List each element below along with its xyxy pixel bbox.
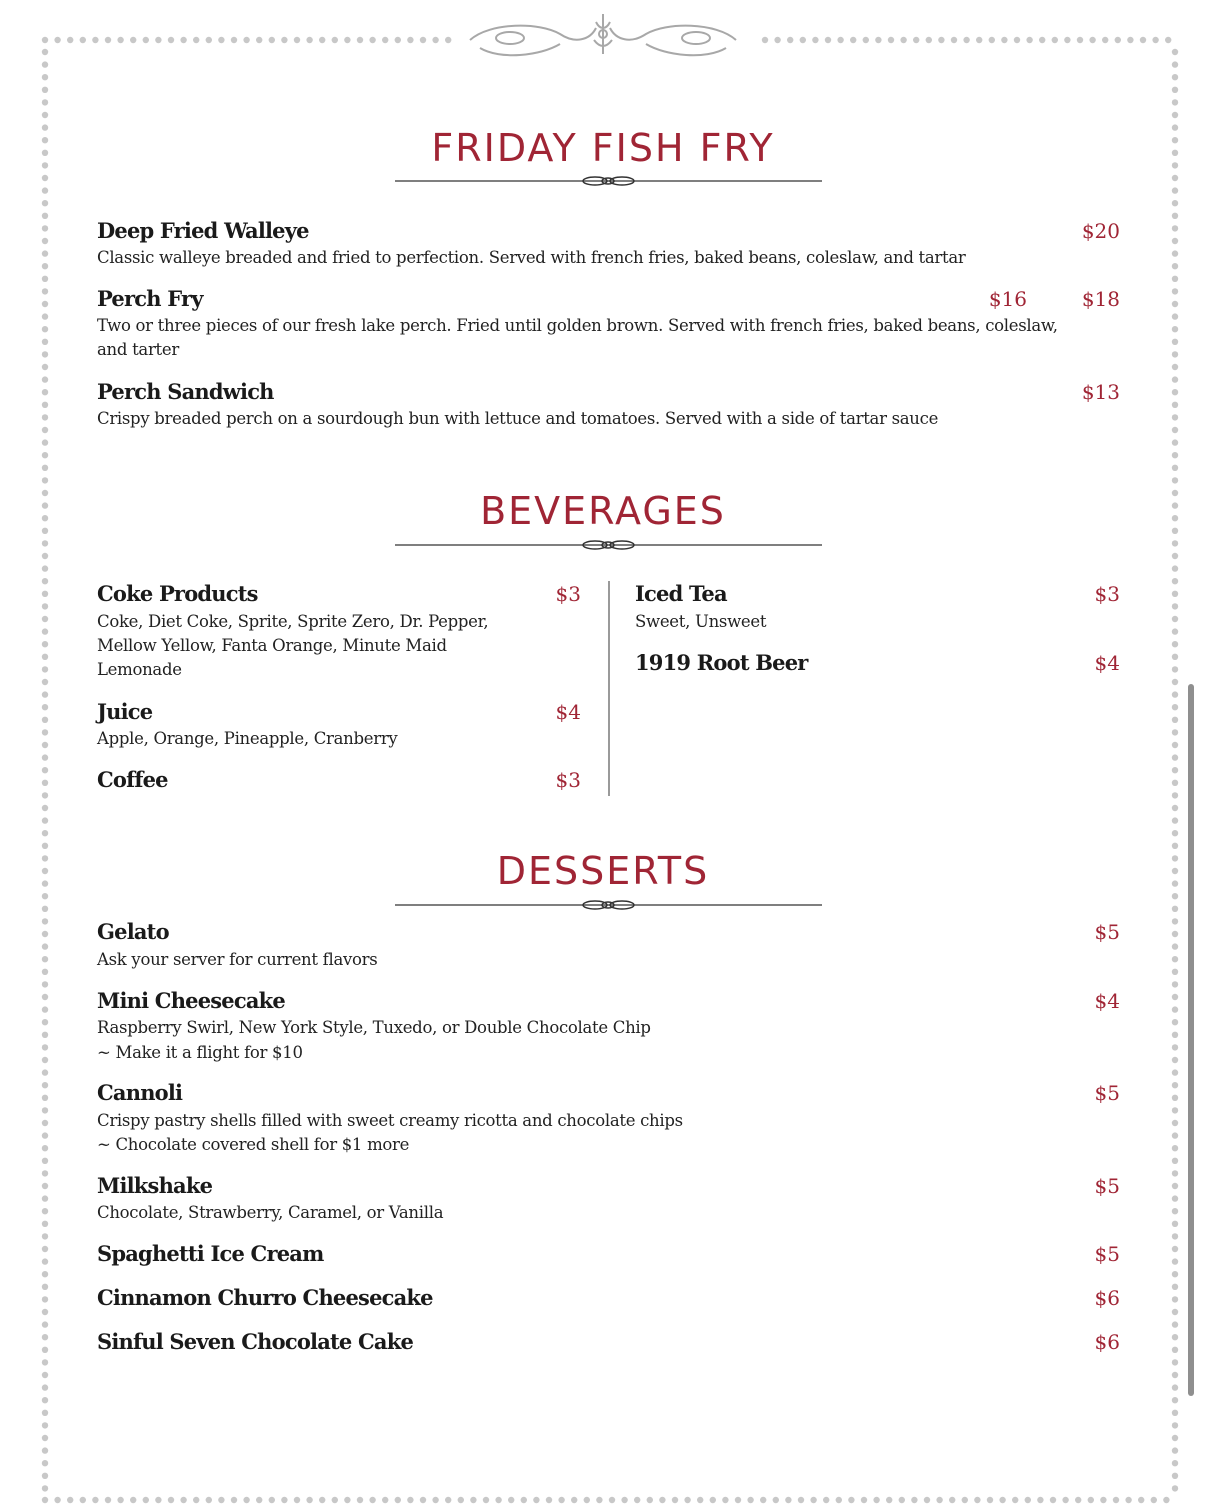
menu-item-name: Juice [97, 699, 153, 724]
menu-item-price: $5 [1094, 1242, 1120, 1266]
top-flourish-ornament [470, 14, 736, 55]
menu-item-price: $13 [1081, 380, 1120, 404]
menu-item-price: $5 [1094, 920, 1120, 944]
menu-item-note: ~ Make it a flight for $10 [97, 1043, 303, 1062]
menu-item-name: Coke Products [97, 581, 258, 606]
menu-item-name: Gelato [97, 919, 169, 944]
menu-item-price: $6 [1094, 1330, 1120, 1354]
section-title-desserts: DESSERTS [496, 849, 710, 893]
menu-item-description: Crispy pastry shells filled with sweet creamy ricotta and chocolate chips [97, 1111, 683, 1130]
menu-item-price: $4 [1094, 651, 1120, 675]
menu-item-price: $4 [1094, 989, 1120, 1013]
menu-item-description: Crispy breaded perch on a sourdough bun with lettuce and tomatoes. Served with a side of tartar sauce [97, 409, 939, 428]
menu-item-description: Apple, Orange, Pineapple, Cranberry [97, 729, 398, 748]
menu-item-name: Deep Fried Walleye [97, 218, 309, 243]
menu-item-description: Ask your server for current flavors [97, 950, 378, 969]
menu-item-description: Two or three pieces of our fresh lake perch. Fried until golden brown. Served with french fries, baked beans, coleslaw, and tarter [97, 316, 1058, 359]
ornament-divider [395, 173, 822, 189]
menu-item-note: ~ Chocolate covered shell for $1 more [97, 1135, 410, 1154]
menu-item-name: Perch Sandwich [97, 379, 274, 404]
menu-item-description: Classic walleye breaded and fried to perfection. Served with french fries, baked beans, coleslaw, and tartar [97, 248, 966, 267]
menu-item-price: $3 [555, 582, 581, 606]
menu-item-name: Iced Tea [635, 581, 727, 606]
menu-item-price: $3 [1094, 582, 1120, 606]
menu-item-description: Coke, Diet Coke, Sprite, Sprite Zero, Dr. Pepper, Mellow Yellow, Fanta Orange, Minute Maid Lemonade [97, 612, 489, 679]
ornament-divider [395, 537, 822, 553]
menu-item-name: Cinnamon Churro Cheesecake [97, 1285, 433, 1310]
column-divider [608, 581, 610, 796]
menu-item-name: Milkshake [97, 1173, 213, 1198]
menu-item-name: 1919 Root Beer [635, 650, 808, 675]
menu-item-price: $3 [555, 768, 581, 792]
menu-item-description: Chocolate, Strawberry, Caramel, or Vanilla [97, 1203, 444, 1222]
menu-item-price: $5 [1094, 1081, 1120, 1105]
menu-item-name: Cannoli [97, 1080, 183, 1105]
menu-item-price: $5 [1094, 1174, 1120, 1198]
menu-item-price-small: $16 [988, 287, 1027, 311]
scrollbar[interactable] [1188, 684, 1194, 1396]
menu-item-name: Spaghetti Ice Cream [97, 1241, 324, 1266]
menu-item-description: Sweet, Unsweet [635, 612, 767, 631]
menu-item-name: Mini Cheesecake [97, 988, 285, 1013]
section-title-fish-fry: FRIDAY FISH FRY [431, 126, 775, 170]
menu-item-name: Perch Fry [97, 286, 203, 311]
menu-item-name: Sinful Seven Chocolate Cake [97, 1329, 414, 1354]
menu-item-price: $20 [1081, 219, 1120, 243]
menu-item-description: Raspberry Swirl, New York Style, Tuxedo, or Double Chocolate Chip [97, 1018, 651, 1037]
section-title-beverages: BEVERAGES [480, 489, 726, 533]
menu-item-name: Coffee [97, 767, 168, 792]
menu-item-price: $6 [1094, 1286, 1120, 1310]
menu-item-price: $18 [1081, 287, 1120, 311]
ornament-divider [395, 897, 822, 913]
menu-item-price: $4 [555, 700, 581, 724]
